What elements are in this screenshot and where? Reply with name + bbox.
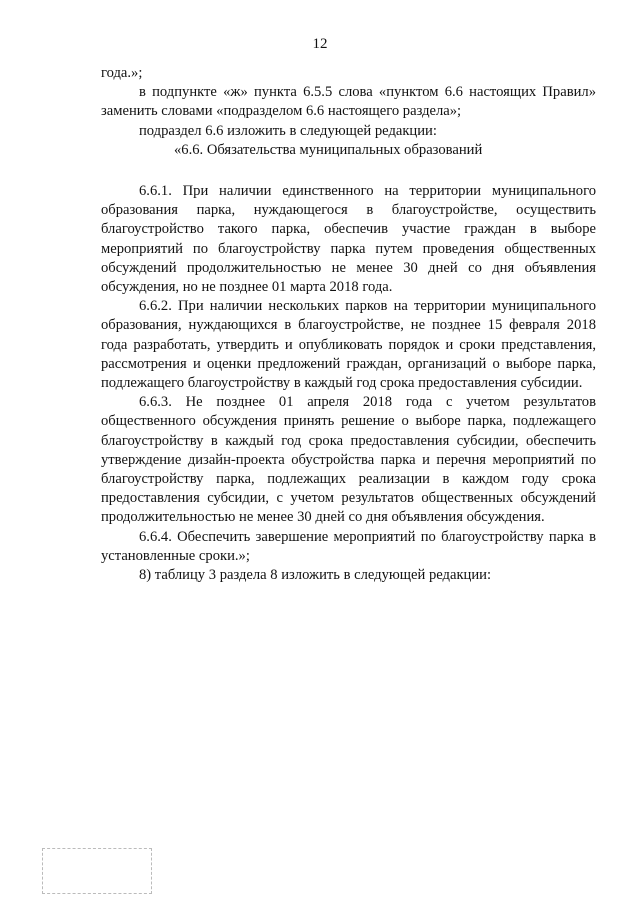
paragraph-6-6-2: 6.6.2. При наличии нескольких парков на территории муниципального образования, нуждающихся в благоустройстве, не позднее 15 февраля 2018 года разработать, утвердить и опубликовать порядок и сроки представления, рассмотрения и оценки предложений граждан, организаций о выборе парка, подлежащего благоустройству в каждый год срока предоставления субсидии. [101,298,596,392]
paragraph-6-6-1: 6.6.1. При наличии единственного на территории муниципального образования парка, нуждающегося в благоустройстве, осуществить благоустройство такого парка, обеспечив участие граждан в выборе мероприятий по благоустройству парка путем проведения общественных обсуждений продолжительностью не менее 30 дней со дня объявления обсуждения, но не позднее 01 марта 2018 года. [101,183,596,296]
paragraph-table-3: 8) таблицу 3 раздела 8 изложить в следующей редакции: [139,567,492,584]
registration-stamp [42,848,152,894]
section-heading: «6.6. Обязательства муниципальных образований [174,141,483,158]
paragraph-subsection-intro: подраздел 6.6 изложить в следующей редакции: [139,122,437,139]
page-number: 12 [312,36,328,52]
paragraph-amendment-zh: в подпункте «ж» пункта 6.5.5 слова «пунктом 6.6 настоящих Правил» заменить словами «подразделом 6.6 настоящего раздела»; [101,84,596,120]
document-body [101,64,596,585]
paragraph-6-6-3: 6.6.3. Не позднее 01 апреля 2018 года с учетом результатов общественного обсуждения принять решение о выборе парка, подлежащего благоустройству в каждый год срока предоставления субсидии, обеспечить утверждение дизайн-проекта обустройства парка и перечня мероприятий по благоустройству парка, подлежащих реализации в каждом году срока предоставления субсидии, с учетом результатов общественных обсуждений продолжительностью не менее 30 дней со дня объявления обсуждения. [101,394,596,526]
paragraph-6-6-4: 6.6.4. Обеспечить завершение мероприятий по благоустройству парка в установленные сроки.»; [101,528,596,564]
paragraph-continuation: года.»; [101,65,143,81]
